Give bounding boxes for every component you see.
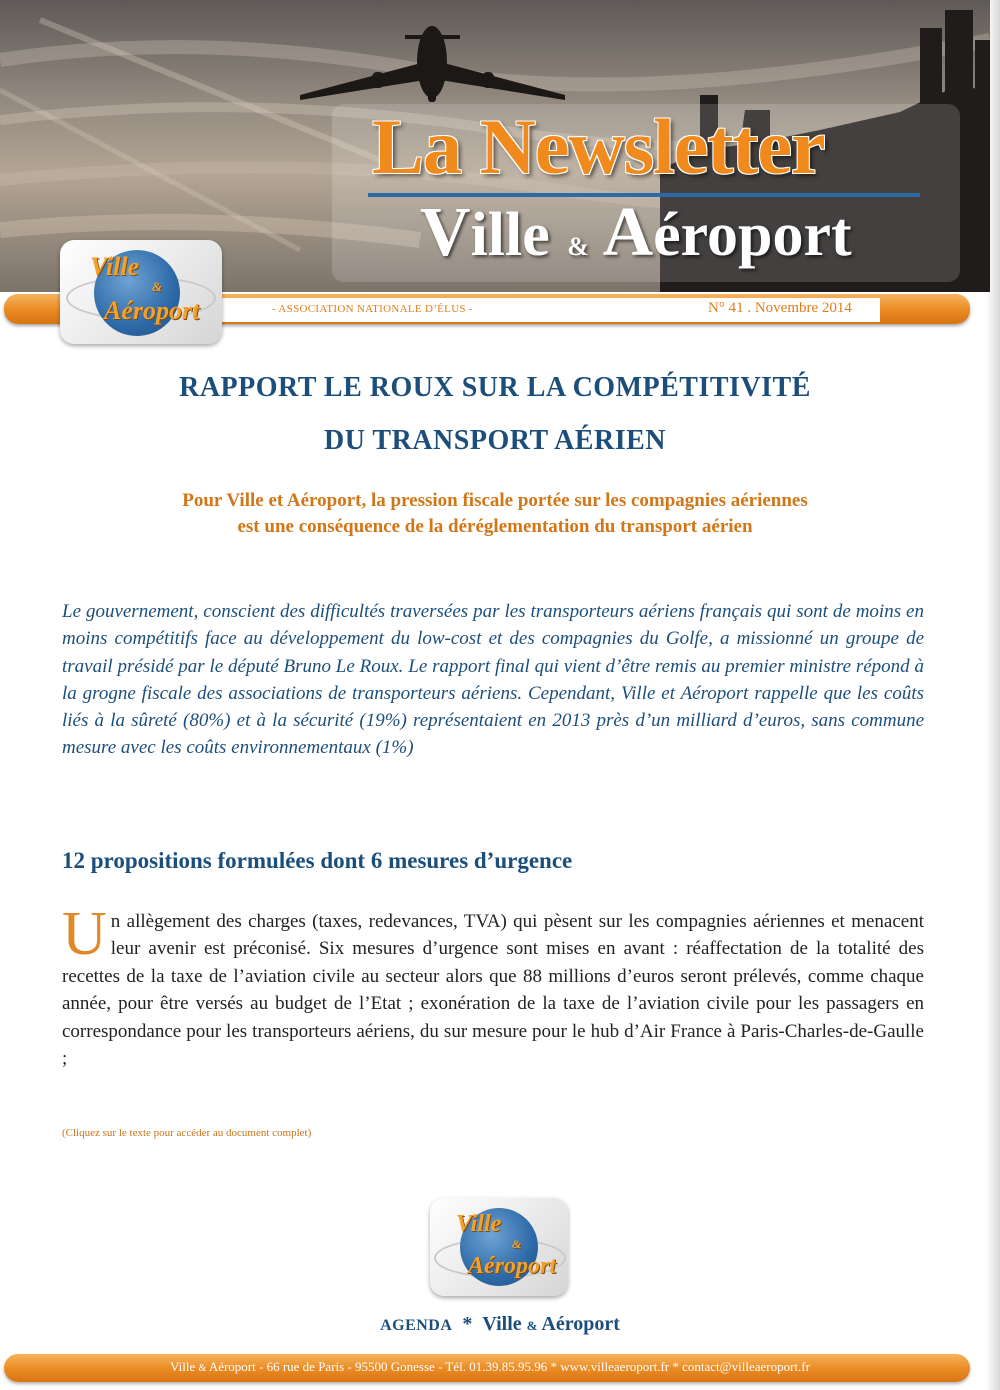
newsletter-title: La Newsletter [372, 103, 825, 190]
footer-contact-details[interactable]: Aéroport - 66 rue de Paris - 95500 Gonesse - Tél. 01.39.85.95.96 * www.villeaeroport.fr * contact@villeaeroport.fr [208, 1359, 810, 1374]
headline-line-1[interactable]: RAPPORT LE ROUX SUR LA COMPÉTITIVITÉ [179, 372, 811, 403]
headline-line-2[interactable]: DU TRANSPORT AÉRIEN [324, 425, 666, 456]
association-label: - ASSOCIATION NATIONALE D’ÉLUS - [272, 303, 473, 315]
section-title: 12 propositions formulées dont 6 mesures d’urgence [62, 848, 573, 873]
logo-ampersand: & [512, 1237, 522, 1251]
agenda-link[interactable] [0, 1313, 1000, 1336]
newsletter-subtitle [420, 194, 852, 271]
subtitle-ampersand: & [567, 232, 589, 261]
agenda-name-amp: & [526, 1318, 538, 1333]
footer-amp: & [198, 1363, 207, 1374]
ville-aeroport-logo[interactable] [60, 240, 222, 344]
full-document-link-note[interactable]: (Cliquez sur le texte pour accéder au document complet) [62, 1127, 312, 1139]
body-paragraph[interactable] [62, 900, 924, 1072]
footer-org: Ville [170, 1359, 196, 1374]
drop-cap: U [62, 900, 107, 968]
intro-paragraph[interactable]: Le gouvernement, conscient des difficultés traversées par les transporteurs aériens français qui sont de moins en moins compétitifs face au développement du low-cost et des compagnies du Golfe, a missionné un groupe de travail présidé par le député Bruno Le Roux. Le rapport final qui vient d’être remis au premier ministre répond à la grogne fiscale des associations de transporteurs aériens. Cependant, Ville et Aéroport rappelle que les coûts liés à la sûreté (80%) et à la sécurité (19%) représentaient en 2013 près d’un milliard d’euros, sans commune mesure avec les coûts environnementaux (1%) [62, 601, 924, 759]
subtitle-initial-v: V [420, 194, 471, 271]
logo-word-aeroport: Aéroport [468, 1253, 557, 1279]
agenda-name-aeroport: Aéroport [541, 1313, 620, 1335]
issue-number: N° 41 . Novembre 2014 [708, 300, 852, 316]
agenda-star: * [462, 1313, 473, 1335]
subtitle-ille: ille [470, 201, 550, 269]
logo-word-ville: Ville [456, 1211, 502, 1237]
agenda-label: AGENDA [380, 1317, 453, 1334]
footer-contact [0, 1359, 980, 1375]
agenda-logo[interactable] [430, 1198, 568, 1296]
subheading-line-1: Pour Ville et Aéroport, la pression fiscale portée sur les compagnies aériennes [182, 490, 808, 511]
logo-ampersand: & [152, 279, 163, 294]
logo-word-aeroport: Aéroport [104, 296, 200, 325]
subtitle-initial-a: A [602, 194, 654, 271]
subheading-line-2: est une conséquence de la déréglementation du transport aérien [237, 516, 753, 537]
body-paragraph-text: n allègement des charges (taxes, redevances, TVA) qui pèsent sur les compagnies aériennes et menacent leur avenir est préconisé. Six mesures d’urgence sont mises en avant : réaffectation de la totalité des recettes de la taxe de l’aviation civile au secteur alors que 88 millions d’euros seront prélevés, comme chaque année, pour être versés au budget de l’Etat ; exonération de la taxe de l’aviation civile pour les passagers en correspondance pour les transporteurs aériens, du sur mesure pour le hub d’Air France à Paris-Charles-de-Gaulle ; [62, 911, 924, 1070]
logo-word-ville: Ville [90, 252, 140, 281]
subtitle-eroport: éroport [653, 201, 852, 269]
agenda-name-ville: Ville [482, 1313, 522, 1335]
